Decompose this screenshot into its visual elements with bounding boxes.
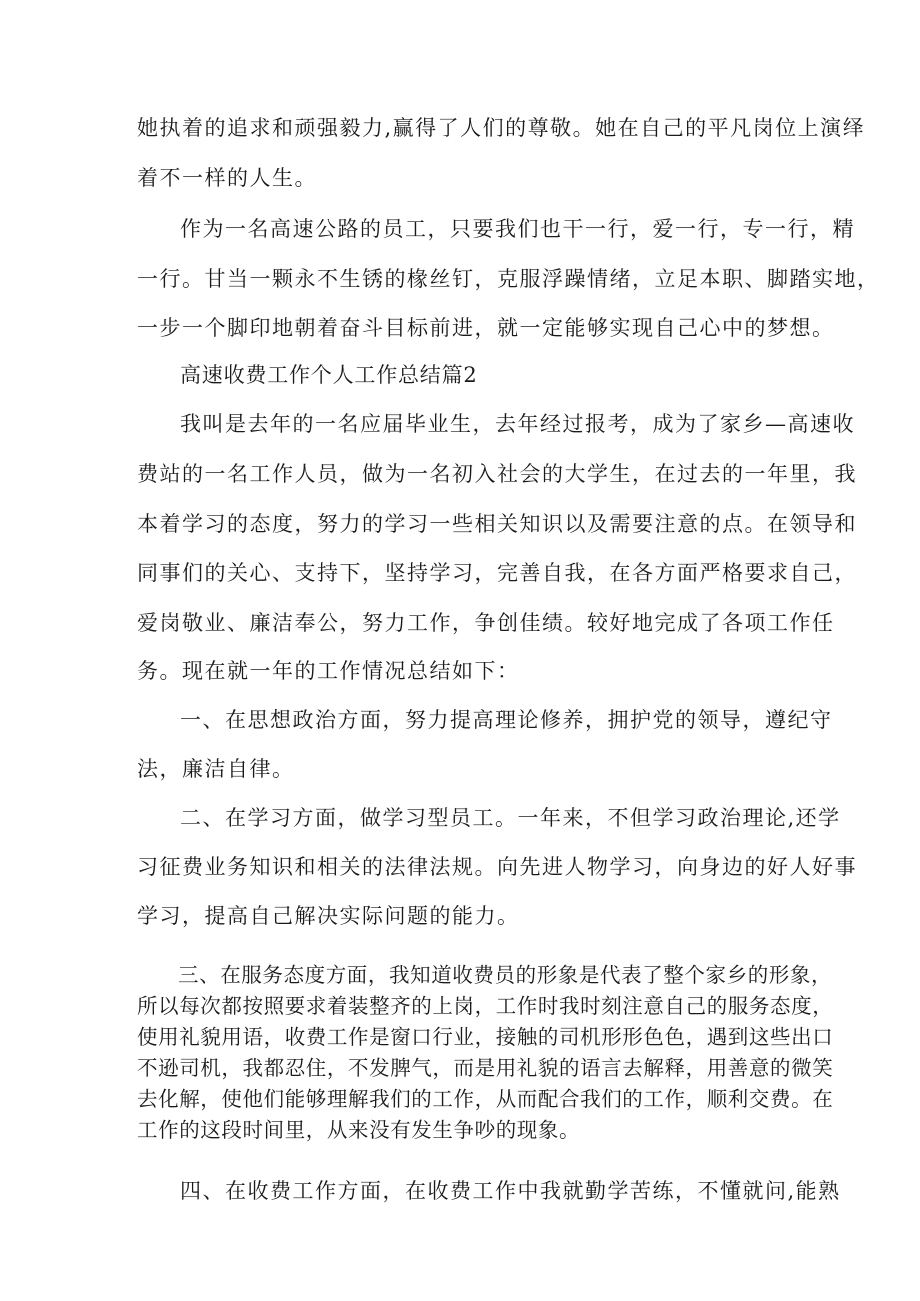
text-line: 费站的一名工作人员，做为一名初入社会的大学生，在过去的一年里，我 bbox=[137, 462, 857, 486]
text-line: 所以每次都按照要求着装整齐的上岗，工作时我时刻注意自己的服务态度， bbox=[137, 994, 834, 1018]
text-line: 一步一个脚印地朝着奋斗目标前进，就一定能够实现自己心中的梦想。 bbox=[137, 316, 835, 340]
text-line: 习征费业务知识和相关的法律法规。向先进人物学习，向身边的好人好事 bbox=[137, 855, 857, 879]
text-line: 着不一样的人生。 bbox=[137, 166, 317, 190]
text-line: 法，廉洁自律。 bbox=[137, 757, 295, 781]
paragraph-first-line: 作为一名高速公路的员工，只要我们也干一行，爱一行，专一行，精 bbox=[180, 217, 855, 241]
paragraph-first-line: 三、在服务态度方面，我知道收费员的形象是代表了整个家乡的形象， bbox=[178, 963, 833, 987]
text-line: 学习，提高自己解决实际问题的能力。 bbox=[137, 904, 520, 928]
text-line: 同事们的关心、支持下，坚持学习，完善自我，在各方面严格要求自己， bbox=[137, 561, 857, 585]
text-line: 本着学习的态度，努力的学习一些相关知识以及需要注意的点。在领导和 bbox=[137, 512, 857, 536]
paragraph-first-line: 我叫是去年的一名应届毕业生，去年经过报考，成为了家乡—高速收 bbox=[180, 412, 855, 436]
text-line: 爱岗敬业、廉洁奉公，努力工作，争创佳绩。较好地完成了各项工作任 bbox=[137, 611, 835, 635]
text-line: 一行。甘当一颗永不生锈的椽丝钉，克服浮躁情绪，立足本职、脚踏实地， bbox=[137, 267, 880, 291]
paragraph-first-line: 四、在收费工作方面，在收费工作中我就勤学苦练，不懂就问,能熟 bbox=[180, 1179, 841, 1203]
text-line: 去化解，使他们能够理解我们的工作，从而配合我们的工作，顺利交费。在 bbox=[137, 1087, 834, 1111]
section-heading: 高速收费工作个人工作总结篇2 bbox=[180, 363, 478, 387]
paragraph-first-line: 二、在学习方面，做学习型员工。一年来，不但学习政治理论,还学 bbox=[180, 806, 841, 830]
paragraph-first-line: 一、在思想政治方面，努力提高理论修养，拥护党的领导，遵纪守 bbox=[180, 708, 833, 732]
text-line: 不逊司机，我都忍住，不发脾气，而是用礼貌的语言去解释，用善意的微笑 bbox=[137, 1056, 834, 1080]
text-line: 她执着的追求和顽强毅力,赢得了人们的尊敬。她在自己的平凡岗位上演绎 bbox=[137, 116, 866, 140]
text-line: 工作的这段时间里，从来没有发生争吵的现象。 bbox=[137, 1118, 581, 1142]
text-line: 务。现在就一年的工作情况总结如下： bbox=[137, 659, 520, 683]
text-line: 使用礼貌用语，收费工作是窗口行业，接触的司机形形色色，遇到这些出口 bbox=[137, 1025, 834, 1049]
